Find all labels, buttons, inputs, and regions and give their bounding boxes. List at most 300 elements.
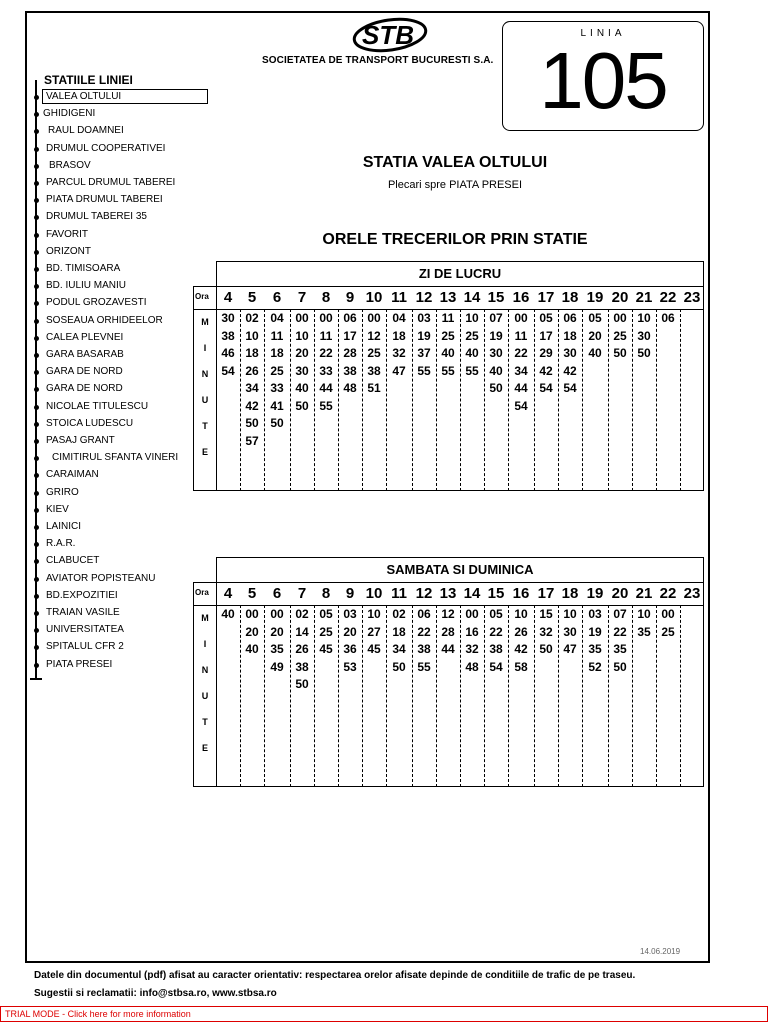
station-item: LAINICI: [46, 521, 82, 532]
station-item: BD. IULIU MANIU: [46, 280, 127, 292]
minute-value: 20: [588, 328, 602, 343]
minute-value: 58: [514, 659, 528, 674]
disclaimer-text: Datele din documentul (pdf) afisat au caracter orientativ: respectarea orelor afisate depinde de conditiile de trafic de pe traseu.: [34, 970, 636, 981]
minute-column: [582, 606, 608, 676]
minute-value: 20: [343, 624, 357, 639]
hour-header: 10: [365, 585, 383, 602]
minute-value: 00: [465, 607, 479, 621]
station-item: CALEA PLEVNEI: [46, 331, 124, 343]
minute-value: 38: [295, 659, 309, 674]
hour-header: 18: [561, 585, 579, 602]
minute-value: 55: [417, 363, 431, 378]
minute-value: 40: [245, 642, 259, 656]
minute-value: 07: [489, 311, 503, 325]
minute-value: 22: [613, 624, 627, 639]
station-item: AVIATOR POPISTEANU: [46, 572, 156, 584]
minute-value: 03: [588, 607, 602, 621]
company-name: SOCIETATEA DE TRANSPORT BUCURESTI S.A.: [262, 55, 494, 66]
hour-header: 15: [487, 289, 505, 306]
minute-column: [558, 310, 582, 398]
minute-value: 18: [245, 346, 259, 360]
minute-value: 42: [539, 363, 553, 378]
minute-value: 22: [514, 346, 528, 360]
minute-value: 32: [539, 624, 553, 639]
hour-header: 8: [321, 585, 331, 602]
hour-header: 14: [463, 585, 481, 602]
minute-value: 11: [514, 328, 528, 343]
minute-letter: N: [201, 369, 209, 379]
minute-column: [508, 310, 534, 415]
hour-header: 20: [611, 585, 629, 602]
minute-column: [656, 310, 680, 328]
station-item: SOSEAUA ORHIDEELOR: [46, 314, 163, 326]
minute-value: 42: [514, 642, 528, 656]
minute-value: 19: [588, 624, 602, 639]
minute-value: 34: [392, 642, 406, 656]
minute-value: 10: [514, 607, 528, 621]
minute-value: 55: [417, 659, 431, 674]
minute-value: 04: [270, 311, 284, 325]
minute-letter: T: [202, 421, 208, 431]
station-item: CIMITIRUL SFANTA VINERI: [52, 452, 179, 464]
minute-letter: T: [202, 717, 208, 727]
hour-header: 23: [683, 289, 701, 306]
station-dot: [34, 233, 39, 238]
station-item: KIEV: [46, 503, 69, 515]
station-dot: [34, 577, 39, 582]
stop-title: STATIA VALEA OLTULUI: [362, 154, 548, 171]
station-dot: [34, 336, 39, 341]
minute-value: 33: [319, 363, 333, 378]
minute-value: 10: [637, 311, 651, 325]
station-dot: [34, 611, 39, 616]
line-number-box: [502, 21, 704, 131]
station-dot: [34, 508, 39, 513]
minute-value: 54: [514, 398, 528, 413]
minute-value: 40: [221, 607, 235, 621]
hour-header: 11: [391, 289, 407, 306]
station-item: VALEA OLTULUI: [46, 91, 122, 102]
minute-value: 50: [613, 346, 627, 360]
minute-value: 15: [539, 607, 553, 621]
svg-text:STB: STB: [362, 20, 414, 50]
station-dot: [34, 319, 39, 324]
hour-header: 7: [297, 585, 307, 602]
weekend-table-title: SAMBATA SI DUMINICA: [217, 558, 703, 583]
minute-value: 38: [367, 363, 381, 378]
minute-value: 50: [392, 659, 406, 674]
minute-side-divider: [193, 605, 217, 606]
minute-value: 00: [613, 311, 627, 325]
minute-value: 50: [295, 677, 309, 691]
minute-value: 55: [441, 363, 455, 378]
minute-value: 05: [319, 607, 333, 621]
hour-header: 22: [659, 585, 677, 602]
minute-value: 10: [637, 607, 651, 621]
minute-column: [240, 606, 264, 659]
minute-column: [656, 606, 680, 641]
minute-value: 38: [343, 363, 357, 378]
station-item: DRUMUL TABEREI 35: [46, 211, 147, 223]
hour-header: 10: [365, 289, 383, 306]
minute-value: 27: [367, 624, 381, 639]
station-dot: [34, 594, 39, 599]
minute-value: 30: [563, 624, 577, 639]
hour-header: 13: [439, 289, 457, 306]
minute-value: 10: [465, 311, 479, 325]
station-item: CLABUCET: [46, 555, 100, 567]
minute-value: 41: [270, 398, 284, 413]
stations-title: STATIILE LINIEI: [44, 73, 133, 87]
station-item: DRUMUL COOPERATIVEI: [46, 142, 166, 154]
minute-value: 57: [245, 433, 259, 448]
minute-column: [608, 310, 632, 363]
minute-letter: U: [201, 395, 209, 405]
minute-value: 54: [563, 381, 577, 395]
ora-label: Ora: [195, 588, 209, 597]
column-separator: [680, 605, 681, 787]
station-dot: [34, 181, 39, 186]
route-end-marker: [30, 678, 42, 680]
publish-date: 14.06.2019: [640, 947, 681, 956]
minute-value: 04: [392, 311, 406, 325]
minute-value: 40: [465, 346, 479, 360]
minute-value: 45: [367, 642, 381, 656]
minute-column: [290, 310, 314, 415]
minute-value: 42: [245, 398, 259, 413]
station-item: PARCUL DRUMUL TABEREI: [46, 177, 176, 188]
minute-column: [362, 310, 386, 398]
station-dot: [34, 663, 39, 668]
station-item: ORIZONT: [46, 245, 91, 257]
station-dot: [34, 164, 39, 169]
hour-header: 13: [439, 585, 457, 602]
minute-value: 18: [270, 346, 284, 360]
minute-value: 54: [221, 363, 235, 378]
direction-text: Plecari spre PIATA PRESEI: [387, 179, 523, 191]
hour-header: 7: [297, 289, 307, 306]
minute-value: 40: [295, 381, 309, 395]
minute-value: 16: [465, 624, 479, 639]
minute-value: 26: [514, 624, 528, 639]
minute-value: 00: [661, 607, 675, 621]
minute-value: 50: [245, 416, 259, 430]
minute-value: 10: [295, 328, 309, 343]
minute-value: 14: [295, 624, 309, 639]
minute-value: 10: [563, 607, 577, 621]
minute-value: 50: [539, 642, 553, 656]
station-item: R.A.R.: [46, 538, 76, 550]
minute-column: [412, 310, 436, 380]
station-item: PODUL GROZAVESTI: [46, 297, 147, 309]
station-item: PIATA PRESEI: [46, 658, 113, 670]
minute-column: [338, 310, 362, 398]
minute-value: 46: [221, 346, 235, 360]
hour-header: 9: [345, 289, 355, 306]
minute-value: 02: [392, 607, 406, 621]
column-separator: [656, 309, 657, 491]
minute-letter: U: [201, 691, 209, 701]
minute-value: 54: [539, 381, 553, 395]
hour-header: 22: [659, 289, 677, 306]
station-item: CARAIMAN: [46, 469, 99, 481]
minute-value: 50: [613, 659, 627, 674]
hour-header: 18: [561, 289, 579, 306]
minute-value: 52: [588, 659, 602, 674]
minute-value: 10: [245, 328, 259, 343]
minute-letter: E: [201, 743, 208, 753]
minute-value: 02: [295, 607, 309, 621]
station-item: NICOLAE TITULESCU: [46, 400, 149, 412]
station-item: GRIRO: [46, 486, 79, 498]
minute-value: 30: [295, 363, 309, 378]
hour-header: 4: [223, 585, 233, 602]
line-number: 105: [539, 36, 667, 125]
station-item: GARA BASARAB: [46, 349, 124, 360]
minute-value: 03: [417, 311, 431, 325]
minute-column: [484, 310, 508, 398]
minute-value: 00: [245, 607, 259, 621]
station-item: GHIDIGENI: [43, 108, 96, 120]
minute-column: [460, 606, 484, 676]
minute-column: [412, 606, 436, 676]
contact-text: Sugestii si reclamatii: info@stbsa.ro, www.stbsa.ro: [34, 988, 277, 999]
minute-value: 30: [489, 346, 503, 360]
minute-column: [314, 606, 338, 659]
minute-value: 47: [392, 363, 406, 378]
minute-value: 44: [319, 381, 333, 395]
station-dot: [34, 439, 39, 444]
minute-column: [240, 310, 264, 450]
minute-value: 11: [441, 311, 455, 325]
hour-header: 8: [321, 289, 331, 306]
minute-value: 03: [343, 607, 357, 621]
minute-value: 50: [295, 398, 309, 413]
minute-value: 28: [441, 624, 455, 639]
station-dot: [34, 267, 39, 272]
station-dot: [34, 422, 39, 427]
station-dot: [34, 250, 39, 255]
minute-letter: E: [201, 447, 208, 457]
minute-value: 05: [588, 311, 602, 325]
hour-header: 5: [247, 585, 257, 602]
station-dot: [34, 353, 39, 358]
station-dot: [34, 491, 39, 496]
minute-column: [484, 606, 508, 676]
minute-value: 06: [661, 311, 675, 325]
minute-value: 48: [465, 659, 479, 674]
minute-column: [632, 310, 656, 363]
hour-header: 19: [586, 585, 604, 602]
minute-value: 42: [563, 363, 577, 378]
minute-value: 38: [417, 642, 431, 656]
minute-value: 55: [465, 363, 479, 378]
hour-header: 21: [635, 289, 653, 306]
trial-mode-banner[interactable]: TRIAL MODE - Click here for more information: [0, 1006, 768, 1022]
minute-value: 00: [514, 311, 528, 325]
minute-value: 17: [539, 328, 553, 343]
minute-value: 18: [392, 624, 406, 639]
hour-header: 11: [391, 585, 407, 602]
station-item: UNIVERSITATEA: [46, 624, 124, 636]
minute-column: [338, 606, 362, 676]
minute-value: 35: [613, 642, 627, 656]
minute-value: 22: [319, 346, 333, 360]
minute-value: 20: [245, 624, 259, 639]
minute-value: 54: [489, 659, 503, 674]
minute-value: 51: [367, 381, 381, 395]
minute-column: [386, 606, 412, 676]
hour-header: 21: [635, 585, 653, 602]
minute-value: 20: [270, 624, 284, 639]
minute-value: 06: [417, 607, 431, 621]
minute-value: 25: [613, 328, 627, 343]
minute-column: [362, 606, 386, 659]
times-title: ORELE TRECERILOR PRIN STATIE: [322, 231, 588, 248]
station-item: BD.EXPOZITIEI: [46, 589, 118, 601]
minute-value: 36: [343, 642, 357, 656]
minute-value: 25: [367, 346, 381, 360]
minute-value: 22: [489, 624, 503, 639]
minute-value: 25: [465, 328, 479, 343]
minute-letter: I: [203, 639, 207, 649]
column-separator: [680, 309, 681, 491]
minute-value: 25: [270, 363, 284, 378]
minute-column: [508, 606, 534, 676]
minute-value: 44: [514, 381, 528, 395]
minute-value: 40: [489, 363, 503, 378]
station-item: PIATA DRUMUL TABEREI: [46, 194, 163, 206]
minute-column: [460, 310, 484, 380]
minute-side-divider: [193, 309, 217, 310]
station-item: STOICA LUDESCU: [46, 417, 134, 429]
station-item: TRAIAN VASILE: [46, 607, 120, 618]
minute-value: 22: [417, 624, 431, 639]
hour-header: 14: [463, 289, 481, 306]
minute-value: 19: [417, 328, 431, 343]
minute-column: [216, 606, 240, 624]
minute-value: 53: [343, 659, 357, 674]
hour-header: 15: [487, 585, 505, 602]
station-dot: [34, 147, 39, 152]
minute-column: [264, 310, 290, 433]
minute-value: 47: [563, 642, 577, 656]
minute-letter: M: [201, 613, 209, 623]
minute-value: 32: [392, 346, 406, 360]
minute-value: 34: [245, 381, 259, 395]
minute-value: 50: [270, 416, 284, 430]
minute-value: 45: [319, 642, 333, 656]
minute-value: 11: [319, 328, 333, 343]
line-label: LINIA: [580, 28, 626, 39]
minute-value: 33: [270, 381, 284, 395]
minute-value: 20: [295, 346, 309, 360]
minute-value: 55: [319, 398, 333, 413]
minute-value: 28: [343, 346, 357, 360]
minute-value: 10: [367, 607, 381, 621]
minute-value: 07: [613, 607, 627, 621]
minute-column: [534, 310, 558, 398]
minute-value: 05: [489, 607, 503, 621]
minute-value: 11: [270, 328, 284, 343]
hour-header: 19: [586, 289, 604, 306]
minute-value: 06: [563, 311, 577, 325]
minute-value: 00: [319, 311, 333, 325]
minute-column: [290, 606, 314, 694]
minute-value: 26: [245, 363, 259, 378]
minute-column: [436, 606, 460, 659]
minute-column: [608, 606, 632, 676]
minute-value: 00: [367, 311, 381, 325]
minute-letter: M: [201, 317, 209, 327]
station-dot: [34, 525, 39, 530]
station-item: GARA DE NORD: [46, 366, 123, 378]
minute-value: 05: [539, 311, 553, 325]
hour-header: 12: [415, 289, 433, 306]
minute-value: 35: [588, 642, 602, 656]
hour-header: 17: [537, 585, 555, 602]
hour-header: 16: [512, 289, 530, 306]
stb-logo: [348, 17, 428, 53]
minute-value: 18: [563, 328, 577, 343]
station-item: PASAJ GRANT: [46, 435, 115, 446]
route-line: [35, 80, 37, 680]
station-item: RAUL DOAMNEI: [48, 125, 124, 137]
minute-value: 19: [489, 328, 503, 343]
minute-letter: I: [203, 343, 207, 353]
minute-value: 48: [343, 381, 357, 395]
minute-column: [436, 310, 460, 380]
minute-column: [216, 310, 240, 380]
hour-header: 9: [345, 585, 355, 602]
minute-value: 18: [392, 328, 406, 343]
station-item: BD. TIMISOARA: [46, 263, 121, 274]
station-dot: [34, 95, 39, 100]
minute-value: 12: [367, 328, 381, 343]
minute-value: 29: [539, 346, 553, 360]
minute-value: 00: [270, 607, 284, 621]
minute-value: 26: [295, 642, 309, 656]
minute-value: 34: [514, 363, 528, 378]
minute-value: 25: [319, 624, 333, 639]
minute-value: 38: [221, 328, 235, 343]
minute-column: [632, 606, 656, 641]
weekday-table-title: ZI DE LUCRU: [217, 262, 703, 287]
station-item: FAVORIT: [46, 228, 89, 240]
station-item: BRASOV: [49, 159, 91, 171]
minute-value: 40: [441, 346, 455, 360]
station-item: SPITALUL CFR 2: [46, 641, 124, 653]
hour-header: 6: [272, 289, 282, 306]
minute-column: [386, 310, 412, 380]
ora-label: Ora: [195, 292, 209, 301]
hour-header: 23: [683, 585, 701, 602]
minute-value: 00: [295, 311, 309, 325]
minute-value: 12: [441, 607, 455, 621]
minute-value: 44: [441, 642, 455, 656]
minute-value: 35: [270, 642, 284, 656]
minute-value: 35: [637, 624, 651, 639]
hour-header: 16: [512, 585, 530, 602]
minute-value: 37: [417, 346, 431, 360]
minute-value: 50: [489, 381, 503, 395]
minute-column: [534, 606, 558, 659]
minute-value: 06: [343, 311, 357, 325]
hour-header: 17: [537, 289, 555, 306]
minute-column: [558, 606, 582, 659]
hour-header: 12: [415, 585, 433, 602]
minute-value: 40: [588, 346, 602, 360]
